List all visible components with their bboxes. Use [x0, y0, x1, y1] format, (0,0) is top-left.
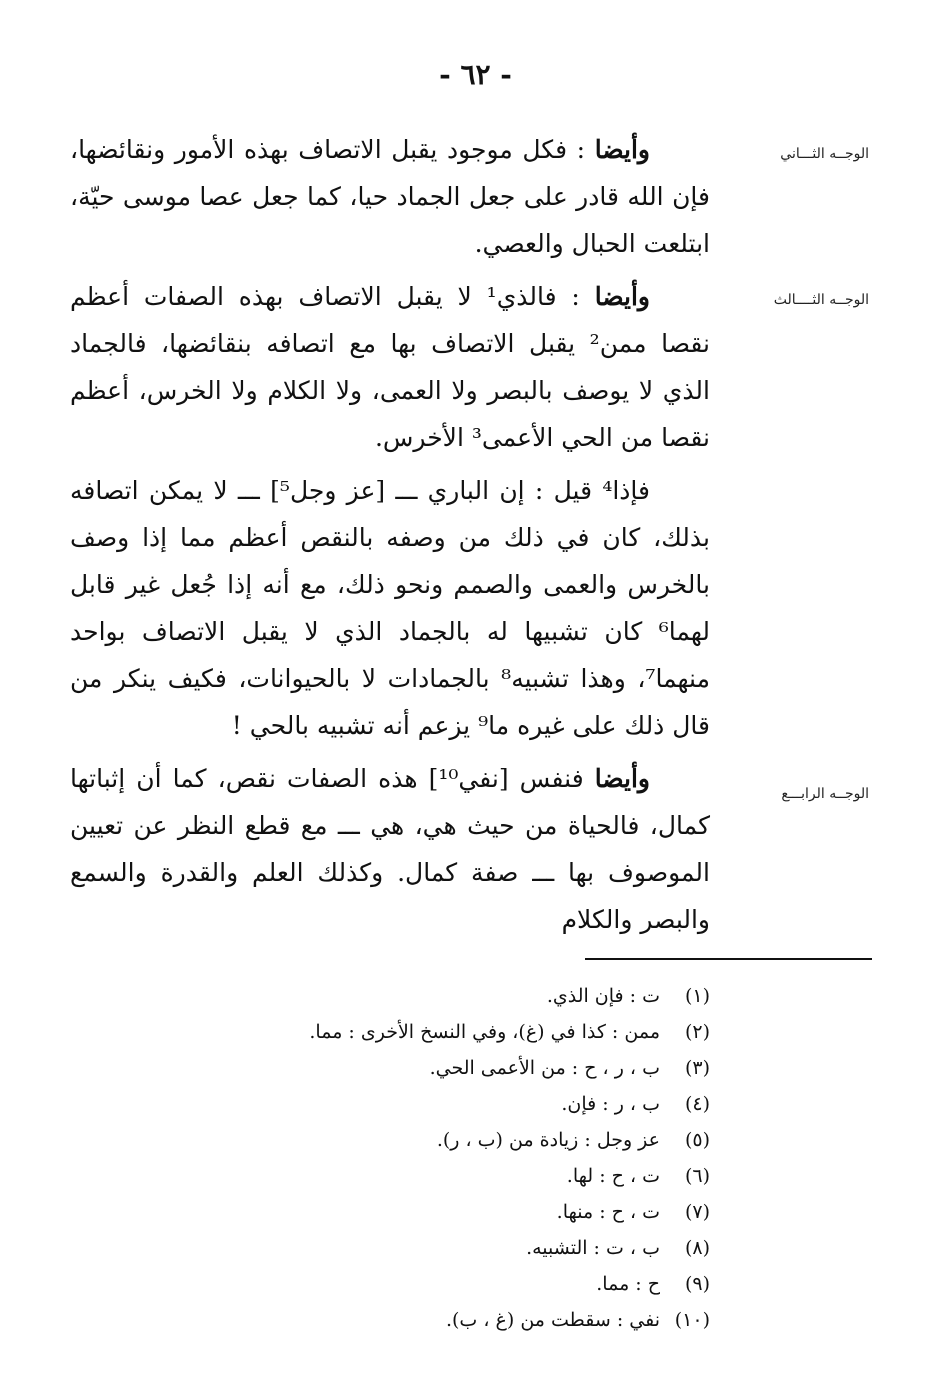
paragraph-objection	[70, 467, 710, 749]
margin-note-fourth-aspect: الوجــه الرابـــع	[781, 786, 869, 802]
main-text	[70, 126, 710, 949]
footnotes	[250, 978, 710, 1338]
footnote-number: (٤)	[684, 1093, 710, 1115]
footnote	[250, 1122, 710, 1158]
paragraph-second-aspect	[70, 126, 710, 267]
footnote	[250, 1266, 710, 1302]
footnote-text: ت ، ح : منها.	[556, 1201, 660, 1223]
paragraph-lead: وأيضا	[594, 282, 650, 311]
footnote-separator	[585, 958, 872, 960]
footnote	[250, 1014, 710, 1050]
paragraph-third-aspect	[70, 273, 710, 461]
page-number: - ٦٢ -	[439, 58, 512, 91]
footnote-number: (١٠)	[674, 1309, 710, 1331]
footnote	[250, 1302, 710, 1338]
footnote-text: ب ، ر ، ح : من الأعمى الحي.	[429, 1057, 660, 1079]
footnote-text: ح : مما.	[596, 1273, 660, 1295]
paragraph-text: فإذا⁴ قيل : إن الباري ـــ [عز وجل⁵] ـــ لا يمكن اتصافه بذلك، كان في ذلك من وصفه بالنقص أعظم مما إذا وصف بالخرس والعمى والصمم ونحو ذلك، مع أنه إذا جُعل غير قابل لهما⁶ كان تشبيها له بالجماد الذي لا يقبل الاتصاف بواحد منهما⁷، وهذا تشبيه⁸ بالجمادات لا بالحيوانات، فكيف ينكر من قال ذلك على غيره ما⁹ يزعم أنه تشبيه بالحي !	[70, 476, 710, 740]
footnote-number: (٦)	[684, 1165, 710, 1187]
footnote-number: (١)	[684, 985, 710, 1007]
footnote	[250, 1050, 710, 1086]
paragraph-text: : فالذي¹ لا يقبل الاتصاف بهذه الصفات أعظم نقصا ممن² يقبل الاتصاف بها مع اتصافه بنقائضها، فالجماد الذي لا يوصف بالبصر ولا العمى، ولا الكلام ولا الخرس، أعظم نقصا من الحي الأعمى³ الأخرس.	[70, 282, 710, 452]
margin-note-third-aspect: الوجــه الثــــالث	[773, 292, 869, 308]
footnote	[250, 978, 710, 1014]
footnote-number: (٨)	[684, 1237, 710, 1259]
footnote-text: ب ، ت : التشبيه.	[526, 1237, 660, 1259]
footnote-number: (٧)	[684, 1201, 710, 1223]
footnote-number: (٢)	[684, 1021, 710, 1043]
paragraph-lead: وأيضا	[594, 764, 650, 793]
footnote	[250, 1230, 710, 1266]
footnote-text: ت : فإن الذي.	[546, 985, 660, 1007]
footnote	[250, 1194, 710, 1230]
footnote-number: (٣)	[684, 1057, 710, 1079]
footnote-text: نفي : سقطت من (غ ، ب).	[445, 1309, 660, 1331]
footnote	[250, 1158, 710, 1194]
paragraph-text: فنفس [نفي¹⁰] هذه الصفات نقص، كما أن إثباتها كمال، فالحياة من حيث هي، هي ـــ مع قطع النظر عن تعيين الموصوف بها ـــ صفة كمال. وكذلك العلم والقدرة والسمع والبصر والكلام	[70, 764, 710, 934]
footnote-text: ت ، ح : لها.	[566, 1165, 660, 1187]
footnote	[250, 1086, 710, 1122]
footnote-number: (٩)	[684, 1273, 710, 1295]
margin-note-second-aspect: الوجــه الثـــاني	[780, 146, 869, 162]
footnote-text: ممن : كذا في (غ)، وفي النسخ الأخرى : مما.	[309, 1021, 660, 1043]
footnote-text: عز وجل : زيادة من (ب ، ر).	[436, 1129, 660, 1151]
paragraph-text: : فكل موجود يقبل الاتصاف بهذه الأمور ونقائضها، فإن الله قادر على جعل الجماد حيا، كما جعل عصا موسى حيّة، ابتلعت الحبال والعصي.	[70, 135, 710, 258]
paragraph-lead: وأيضا	[594, 135, 650, 164]
footnote-text: ب ، ر : فإن.	[561, 1093, 660, 1115]
paragraph-fourth-aspect	[70, 755, 710, 943]
footnote-number: (٥)	[684, 1129, 710, 1151]
